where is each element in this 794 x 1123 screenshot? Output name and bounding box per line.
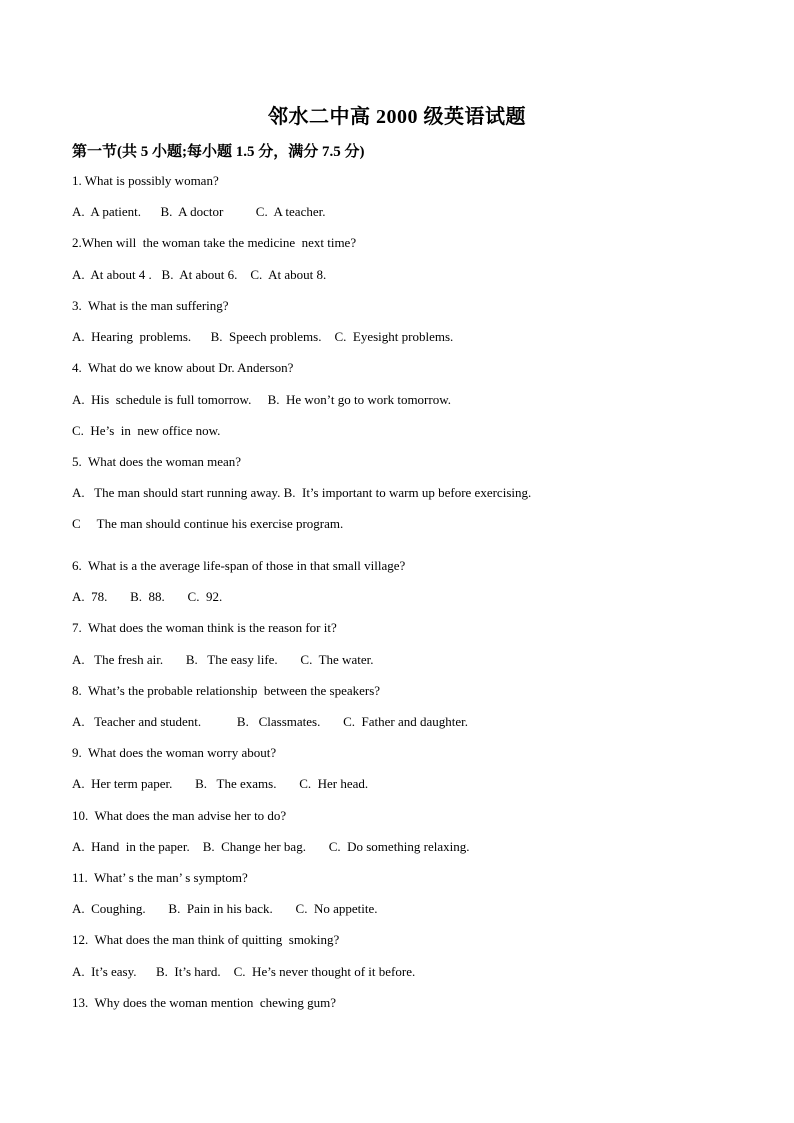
question-line: 9. What does the woman worry about? <box>72 745 277 760</box>
options-line: C The man should continue his exercise program. <box>72 516 344 531</box>
section-heading: 第一节(共 5 小题;每小题 1.5 分，满分 7.5 分) <box>72 144 365 160</box>
question-line: 13. Why does the woman mention chewing gum? <box>72 995 337 1010</box>
question-line: 7. What does the woman think is the reason for it? <box>72 620 337 635</box>
options-line: C. He’s in new office now. <box>72 423 221 438</box>
options-line: A. His schedule is full tomorrow. B. He won’t go to work tomorrow. <box>72 392 452 407</box>
question-line: 8. What’s the probable relationship between the speakers? <box>72 683 381 698</box>
options-line: A. At about 4 . B. At about 6. C. At about 8. <box>72 267 327 282</box>
question-line: 6. What is a the average life-span of those in that small village? <box>72 558 406 573</box>
question-line: 1. What is possibly woman? <box>72 173 219 188</box>
options-line: A. Coughing. B. Pain in his back. C. No appetite. <box>72 901 378 916</box>
options-line: A. Her term paper. B. The exams. C. Her head. <box>72 776 369 791</box>
question-line: 12. What does the man think of quitting smoking? <box>72 932 340 947</box>
options-line: A. Hand in the paper. B. Change her bag. C. Do something relaxing. <box>72 839 470 854</box>
options-line: A. It’s easy. B. It’s hard. C. He’s never thought of it before. <box>72 964 416 979</box>
question-line: 11. What’ s the man’ s symptom? <box>72 870 248 885</box>
options-line: A. Teacher and student. B. Classmates. C. Father and daughter. <box>72 714 468 729</box>
options-line: A. A patient. B. A doctor C. A teacher. <box>72 204 326 219</box>
question-line: 3. What is the man suffering? <box>72 298 229 313</box>
options-line: A. Hearing problems. B. Speech problems. C. Eyesight problems. <box>72 329 454 344</box>
options-line: A. 78. B. 88. C. 92. <box>72 589 223 604</box>
question-line: 5. What does the woman mean? <box>72 454 242 469</box>
options-line: A. The man should start running away. B. It’s important to warm up before exercising. <box>72 485 532 500</box>
question-line: 10. What does the man advise her to do? <box>72 808 287 823</box>
options-line: A. The fresh air. B. The easy life. C. The water. <box>72 652 374 667</box>
question-line: 2.When will the woman take the medicine next time? <box>72 235 357 250</box>
document-title: 邻水二中高 2000 级英语试题 <box>268 106 526 128</box>
question-line: 4. What do we know about Dr. Anderson? <box>72 360 294 375</box>
